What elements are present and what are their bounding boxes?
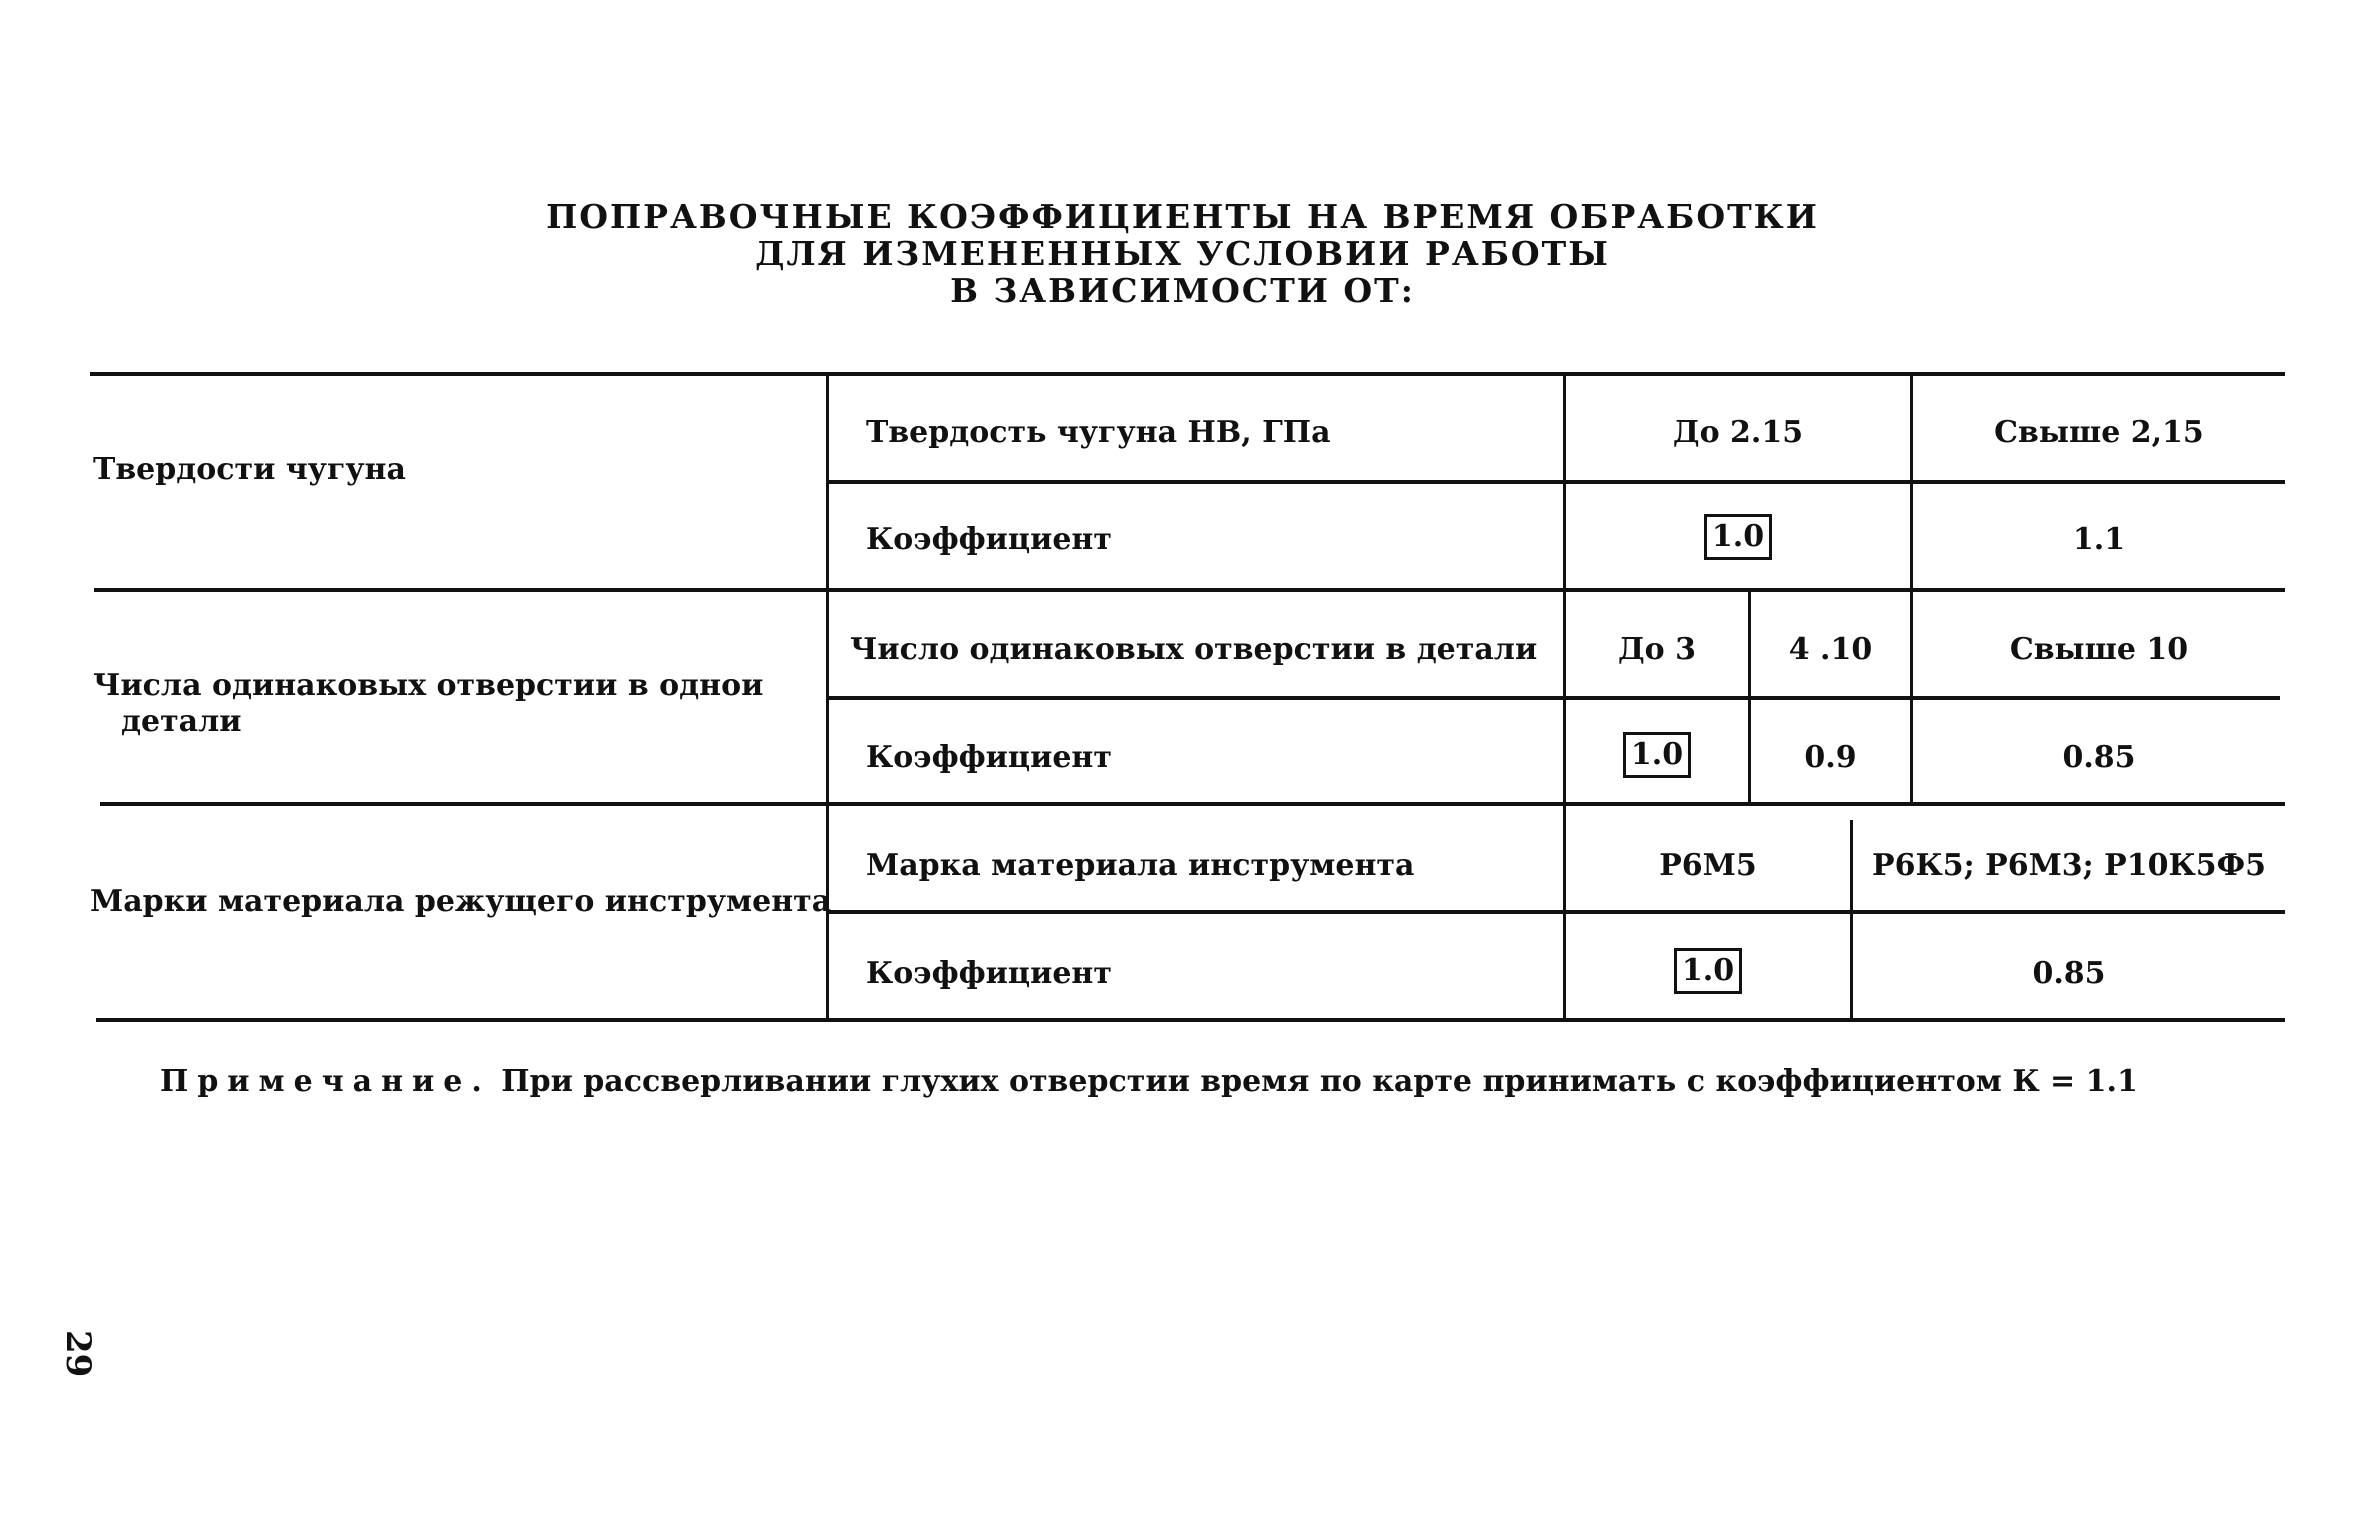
hardness-val-2: 1.1 (2072, 522, 2126, 557)
holes-col-2: 4 .10 (1788, 632, 1873, 667)
title-line-3: В ЗАВИСИМОСТИ ОТ: (950, 271, 1415, 310)
selected-value-box: 1.0 (1623, 732, 1691, 778)
tool-material-val-1 (1566, 948, 1850, 994)
param-label-holes: Число одинаковых отверстии в детали (850, 632, 1538, 667)
document-title (0, 198, 2365, 309)
holes-val-1 (1566, 732, 1748, 778)
tool-material-val-2: 0.85 (2032, 956, 2106, 991)
group-label-tool-material: Марки материала режущего инструмента (90, 884, 832, 919)
column-divider (1563, 374, 1566, 1020)
holes-val-3: 0.85 (2062, 740, 2136, 775)
coef-label-hardness: Коэффициент (866, 522, 1112, 557)
hardness-col-2: Свыше 2,15 (1994, 415, 2204, 450)
footnote-label: Примечание. (160, 1064, 491, 1099)
tool-material-col-1: Р6М5 (1659, 848, 1757, 883)
group-divider (94, 588, 2285, 592)
row-divider (826, 696, 2280, 700)
group-divider (100, 802, 2285, 806)
footnote-text: При рассверливании глухих отверстии время по карте принимать с коэффициентом К = 1.1 (501, 1064, 2138, 1099)
row-divider (826, 910, 2285, 914)
holes-col-3: Свыше 10 (2009, 632, 2189, 667)
hardness-col-1: До 2.15 (1672, 415, 1804, 450)
holes-val-2: 0.9 (1804, 740, 1857, 775)
hardness-val-1 (1566, 514, 1910, 560)
group-label-hardness: Твердости чугуна (93, 452, 406, 487)
coef-label-tool-material: Коэффициент (866, 956, 1112, 991)
row-divider (826, 480, 2285, 484)
group-label-holes (93, 668, 763, 740)
title-line-2: ДЛЯ ИЗМЕНЕННЫХ УСЛОВИИ РАБОТЫ (755, 234, 1610, 273)
selected-value-box: 1.0 (1704, 514, 1772, 560)
table-top-rule (90, 372, 2285, 376)
param-label-tool-material: Марка материала инструмента (866, 848, 1415, 883)
tool-material-col-2: Р6К5; Р6М3; Р10К5Ф5 (1872, 848, 2266, 883)
coef-label-holes: Коэффициент (866, 740, 1112, 775)
param-label-hardness: Твердость чугуна НВ, ГПа (866, 415, 1331, 450)
group-label-holes-line-2: детали (121, 704, 242, 739)
holes-col-1: До 3 (1617, 632, 1696, 667)
column-divider (826, 374, 829, 1020)
selected-value-box: 1.0 (1674, 948, 1742, 994)
page-number: 29 (58, 1330, 98, 1378)
title-line-1: ПОПРАВОЧНЫЕ КОЭФФИЦИЕНТЫ НА ВРЕМЯ ОБРАБОТКИ (546, 197, 1819, 236)
group-label-holes-line-1: Числа одинаковых отверстии в однои (93, 668, 764, 703)
table-bottom-rule (96, 1018, 2285, 1022)
footnote (160, 1064, 2138, 1099)
